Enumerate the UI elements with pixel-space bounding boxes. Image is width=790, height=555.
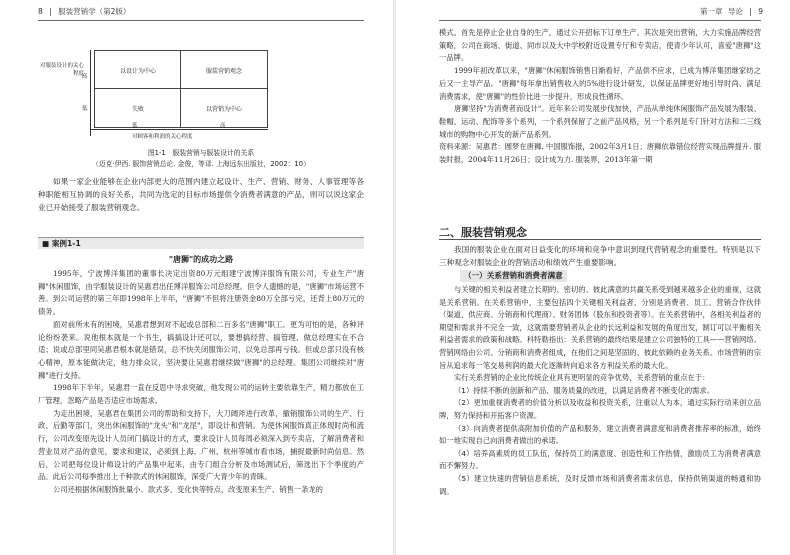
section-paragraph: 实行关系营销的企业比传统企业具有更明显的竞争优势，关系营销的重点在于： — [454, 373, 710, 383]
case-continuation — [439, 27, 761, 167]
book-title: 服装营销学（第2版） — [58, 7, 131, 16]
section-body — [439, 284, 761, 498]
figure-source: （迈克·伊西. 服饰营销总论. 金俊，等译. 上海远东出版社，2002：10） — [92, 160, 310, 168]
x-low-label: 低 — [132, 123, 138, 129]
left-intro-paragraph: 如果一家企业能够在企业内部更大的范围内建立起设计、生产、营销、财务、人事管理等各种职能相互协调的良好关系，共同为选定的目标市场提供令消费者满意的产品，则可以说这家企业已开始接受了服装营销观念。 — [38, 177, 364, 213]
y-axis-label: 对服装设计的关心程度 — [39, 63, 84, 77]
case-paragraph: 1995年，宁波博洋集团的董事长决定出资80万元组建宁波博洋服饰有限公司，专业生产"唐狮"休闲服饰，由学服装设计的吴惠君出任博洋服饰公司总经理。但令人遗憾的是，"唐狮"市场运营不善。到公司运营的第三年即1998年上半年，"唐狮"不但将注册资金80万全部亏完，还背上80万元的债务。 — [38, 269, 364, 317]
right-page-header: 第一章 导论 | 9 — [700, 7, 763, 16]
left-page — [0, 0, 394, 555]
y-high-label: 高 — [82, 74, 88, 80]
case-paragraph: 公司还根据休闲服饰批量小、款式多、变化快等特点，改变原来生产、销售一条龙的 — [53, 484, 323, 494]
right-header-rule — [439, 20, 761, 21]
left-page-number: 8 — [38, 7, 43, 16]
list-item: （3）向消费者提供高附加价值的产品和服务，建立消费者满意度和消费者推荐率的标准，始终如一地实现自己向消费者做出的承诺。 — [439, 423, 761, 446]
subsection-title: （一）关系营销和消费者满意 — [460, 270, 567, 282]
section-rule — [439, 239, 761, 240]
quadrant-top-left: 以设计为中心 — [94, 50, 182, 90]
quadrant-top-right: 服装营销观念 — [180, 50, 268, 90]
case-continued-paragraph: 1999年初改革以来，"唐狮"休闲服饰销售日渐看好，产品供不应求，已成为博洋集团继家纺之后又一主导产品。"唐狮"每年拿出销售收入的5%进行设计研发，以保证品牌更好地引导时尚、满足消费需求，使"唐狮"的性价比进一步提升，形成良性循环。 — [439, 66, 761, 101]
left-intro — [38, 175, 364, 215]
case-continued-paragraph: 唐狮坚持"为消费者而设计"。近年来公司发展步伐加快，产品从单纯休闲服饰产品发展为服装、鞋帽、运动、配饰等多个系列，一个系列保留了之前产品风格，另一个系列是专门针对方法和二三线城市的购物中心开发的新产品系列。 — [439, 104, 761, 139]
y-axis-line — [90, 50, 91, 136]
x-axis-label: 对顾客和利润的关心程度 — [132, 134, 193, 140]
case-paragraph: 1998年下半年，吴惠君一直在反思中寻求突破，他发现公司的运转主要依靠生产，精力都放在工厂管理，忽略产品是否适应市场需求。 — [38, 383, 364, 406]
list-item: （5）建立快速的营销信息系统，及时反馈市场和消费者需求信息，保持供销渠道的畅通和协调。 — [439, 473, 761, 496]
chapter-label: 第一章 — [700, 7, 723, 16]
quadrant-bottom-right: 以营销为中心 — [180, 88, 268, 128]
section-intro-paragraph: 我国的服装企业在面对日益变化的环境和竞争中意识到现代营销观念的重要性。特别是以下三种观念对服装企业的营销活动和绩效产生重要影响。 — [439, 245, 761, 268]
case-continued-paragraph: 模式。首先是停止企业自身的生产，通过公开招标下订单生产。其次是突出营销，大力实施品牌经营策略，公司在商场、街道、同市以及大中学校附近设置专厅和专卖店，使青少年认可，喜爱"唐狮"这一品牌。 — [439, 28, 761, 63]
chapter-name: 导论 — [727, 7, 743, 16]
list-item: （1）持续不断的创新和产品、服务质量的改进，以满足消费者不断变化的需求。 — [454, 385, 715, 395]
list-item: （4）培养高素质的员工队伍，保持员工的满意度、创造性和工作热情，激励员工为消费者满意而不懈努力。 — [439, 448, 761, 471]
figure-caption: 图1-1 服装营销与服装设计的关系 — [147, 149, 255, 157]
right-page-number: 9 — [758, 7, 763, 16]
list-item: （2）更加重视消费者的价值分析以及收益和投资关系，注重以人为本，通过实际行动来创立品牌，努力保持和开拓客户资源。 — [439, 398, 761, 420]
quadrant-bottom-left: 失败 — [94, 88, 182, 128]
x-axis-line — [90, 129, 268, 130]
x-high-label: 高 — [220, 123, 226, 129]
case-label-bar: ■ 案例1-1 — [38, 237, 364, 249]
left-page-header: 8 | 服装营销学（第2版） — [38, 7, 131, 16]
case-paragraph: 面对前所未有的困境，吴惠君想到对不起或总部和二百多名"唐狮"职工。更为可怕的是，各种评论纷纷袭来。说他根本就是一个书生，搞搞设计还可以，要想搞经营、搞管理、做总经理实在不合适；说或总部里同吴惠君根本就是错误，总不快关闭服饰公司，以免总部再亏钱。但或总部只没有核心精神，原本能做决定，他力排众议，坚决要让吴惠君继续做"唐狮"的总经理。集团公司继续对"唐狮"进行支持。 — [38, 319, 364, 380]
left-header-rule — [38, 20, 364, 21]
y-low-label: 低 — [82, 106, 88, 112]
case-paragraph: 为走出困境，吴惠君在集团公司的帮助和支持下，大刀阔斧进行改革，撤销服饰公司的生产、行政、后勤等部门，突出休闲服饰的"龙头"和"龙尾"，即设计和营销。为使休闲服饰真正体现时尚和流行，公司改变原先设计人员闭门搞设计的方式，要求设计人员每周必须深入到专卖店，了解消费者和营业员对产品的意见，要求和建议，必须到上海、广州、杭州等城市看市场，捕捉最新时尚信息。然后，公司把每位设计师设计的产品集中起来，由专门组合分析及市场测试后，筛选出下个季度的产品。此后公司每季推出上千种款式的休闲服饰，深受广大青少年的青睐。 — [38, 408, 364, 482]
section-intro — [439, 243, 761, 269]
case-title: "唐狮"的成功之路 — [168, 255, 234, 264]
source-note: 资料来源：吴惠君：圆梦在唐狮. 中国服饰报，2002年3月1日；唐狮依靠错位经营实现品牌提升. 服装时报，2004年11月26日；设计成为力. 服装界，2013年第一期 — [439, 142, 761, 165]
figure-matrix — [39, 50, 308, 150]
section-title: 二、服装营销观念 — [439, 226, 527, 239]
section-paragraph: 与关键的相关利益者建立长期的、密切的、彼此满意的共赢关系受到越来越多企业的重视，这就是关系营销。在关系营销中，主要包括四个关键相关利益者，分别是消费者、员工、营销合作伙伴（渠道、供应商、分销商和代理商）、财务团体（股东和投资者等）。在关系营销中，各相关利益者的期望和需求并不完全一致，这就需要营销者从企业的长远利益和发展的角度出发，制订可以平衡相关利益者需求的政策和战略。科特勒指出：关系营销的最终结果是建立公司独特的工具——营销网络。营销网络由公司、分销商和消费者组成，在他们之间是坚固的、彼此依赖的业务关系。市场营销的宗旨从追求每一笔交易利润的最大化逐渐转向追求各方利益关系的最大化。 — [439, 285, 761, 370]
case-body — [38, 268, 364, 497]
